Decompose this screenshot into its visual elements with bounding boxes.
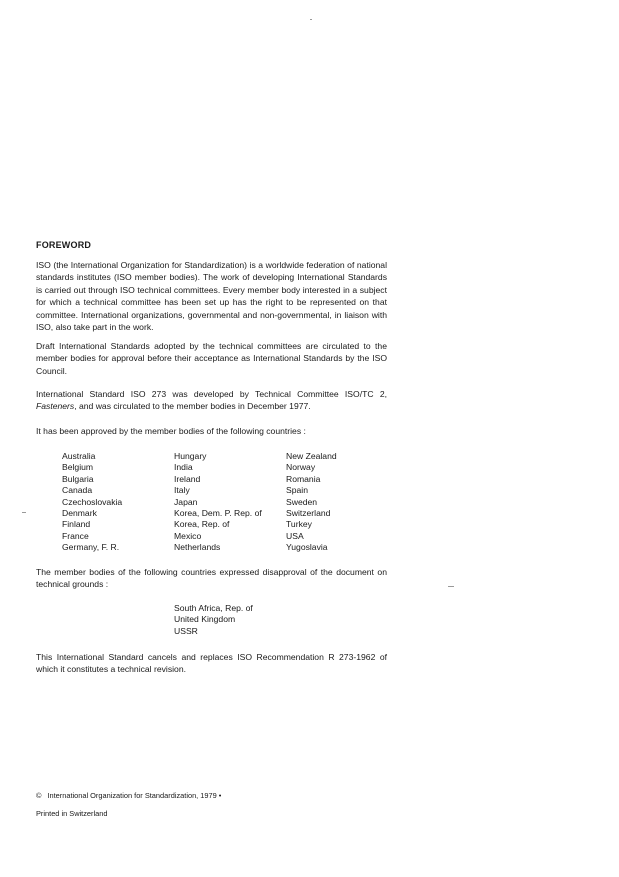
country-name: Bulgaria (62, 473, 94, 484)
development-text-start: International Standard ISO 273 was developed by Technical Committee ISO/TC 2, (36, 389, 387, 399)
country-name: Denmark (62, 508, 97, 519)
country-name: Canada (62, 485, 93, 496)
country-name: Germany, F. R. (62, 542, 120, 553)
country-name: USA (286, 530, 304, 541)
approving-countries-column-1 (62, 451, 122, 554)
country-name: Switzerland (286, 508, 331, 519)
copyright-line (36, 791, 221, 800)
country-name: Romania (286, 473, 321, 484)
country-name: Mexico (174, 530, 202, 541)
scan-speck (448, 586, 454, 587)
scan-speck (22, 512, 26, 513)
disapproving-countries-list (174, 603, 253, 637)
country-name: Australia (62, 451, 96, 461)
paragraph-development (36, 388, 387, 413)
bullet-icon: • (218, 791, 222, 800)
country-name: Yugoslavia (286, 542, 328, 553)
country-name: South Africa, Rep. of (174, 603, 253, 613)
copyright-text: International Organization for Standardization, 1979 (47, 791, 217, 800)
country-name: Hungary (174, 451, 207, 461)
country-name: Finland (62, 519, 91, 530)
country-name: New Zealand (286, 451, 337, 461)
country-name: Sweden (286, 496, 318, 507)
approving-countries-column-3 (286, 451, 337, 554)
country-name: Czechoslovakia (62, 496, 123, 507)
paragraph-iso-overview: ISO (the International Organization for Standardization) is a worldwide federation of national standards institutes (ISO member bodies). The work of developing International Standards is carried out through ISO technical committees. Every member body interested in a subject for which a technical committee has been set up has the right to be represented on that committee. International organizations, governmental and non-governmental, in liaison with ISO, also take part in the work. (36, 260, 387, 333)
page-heading: FOREWORD (36, 240, 92, 250)
committee-title: Fasteners (36, 401, 75, 412)
copyright-icon: © (36, 791, 42, 800)
paragraph-draft-standards: Draft International Standards adopted by the technical committees are circulated to the member bodies for approval before their acceptance as International Standards by the ISO Council. (36, 341, 387, 376)
approving-countries-column-2 (174, 451, 262, 554)
country-name: Korea, Dem. P. Rep. of (174, 508, 262, 519)
country-name: Japan (174, 496, 198, 507)
country-name: United Kingdom (174, 614, 236, 625)
scan-speck (310, 19, 312, 20)
country-name: Turkey (286, 519, 312, 530)
country-name: India (174, 462, 193, 473)
country-name: France (62, 530, 89, 541)
country-name: Ireland (174, 473, 201, 484)
country-name: Korea, Rep. of (174, 519, 230, 530)
country-name: Italy (174, 485, 190, 496)
country-name: USSR (174, 625, 198, 636)
country-name: Norway (286, 462, 316, 473)
paragraph-revision-note: This International Standard cancels and replaces ISO Recommendation R 273-1962 of which it constitutes a technical revision. (36, 652, 387, 675)
paragraph-disapproval-intro: The member bodies of the following countries expressed disapproval of the document on technical grounds : (36, 567, 387, 590)
printed-in-line: Printed in Switzerland (36, 809, 108, 818)
country-name: Belgium (62, 462, 94, 473)
development-text-end: , and was circulated to the member bodies in December 1977. (74, 401, 311, 412)
country-name: Spain (286, 485, 308, 496)
country-name: Netherlands (174, 542, 221, 553)
paragraph-approval-intro: It has been approved by the member bodies of the following countries : (36, 426, 306, 436)
